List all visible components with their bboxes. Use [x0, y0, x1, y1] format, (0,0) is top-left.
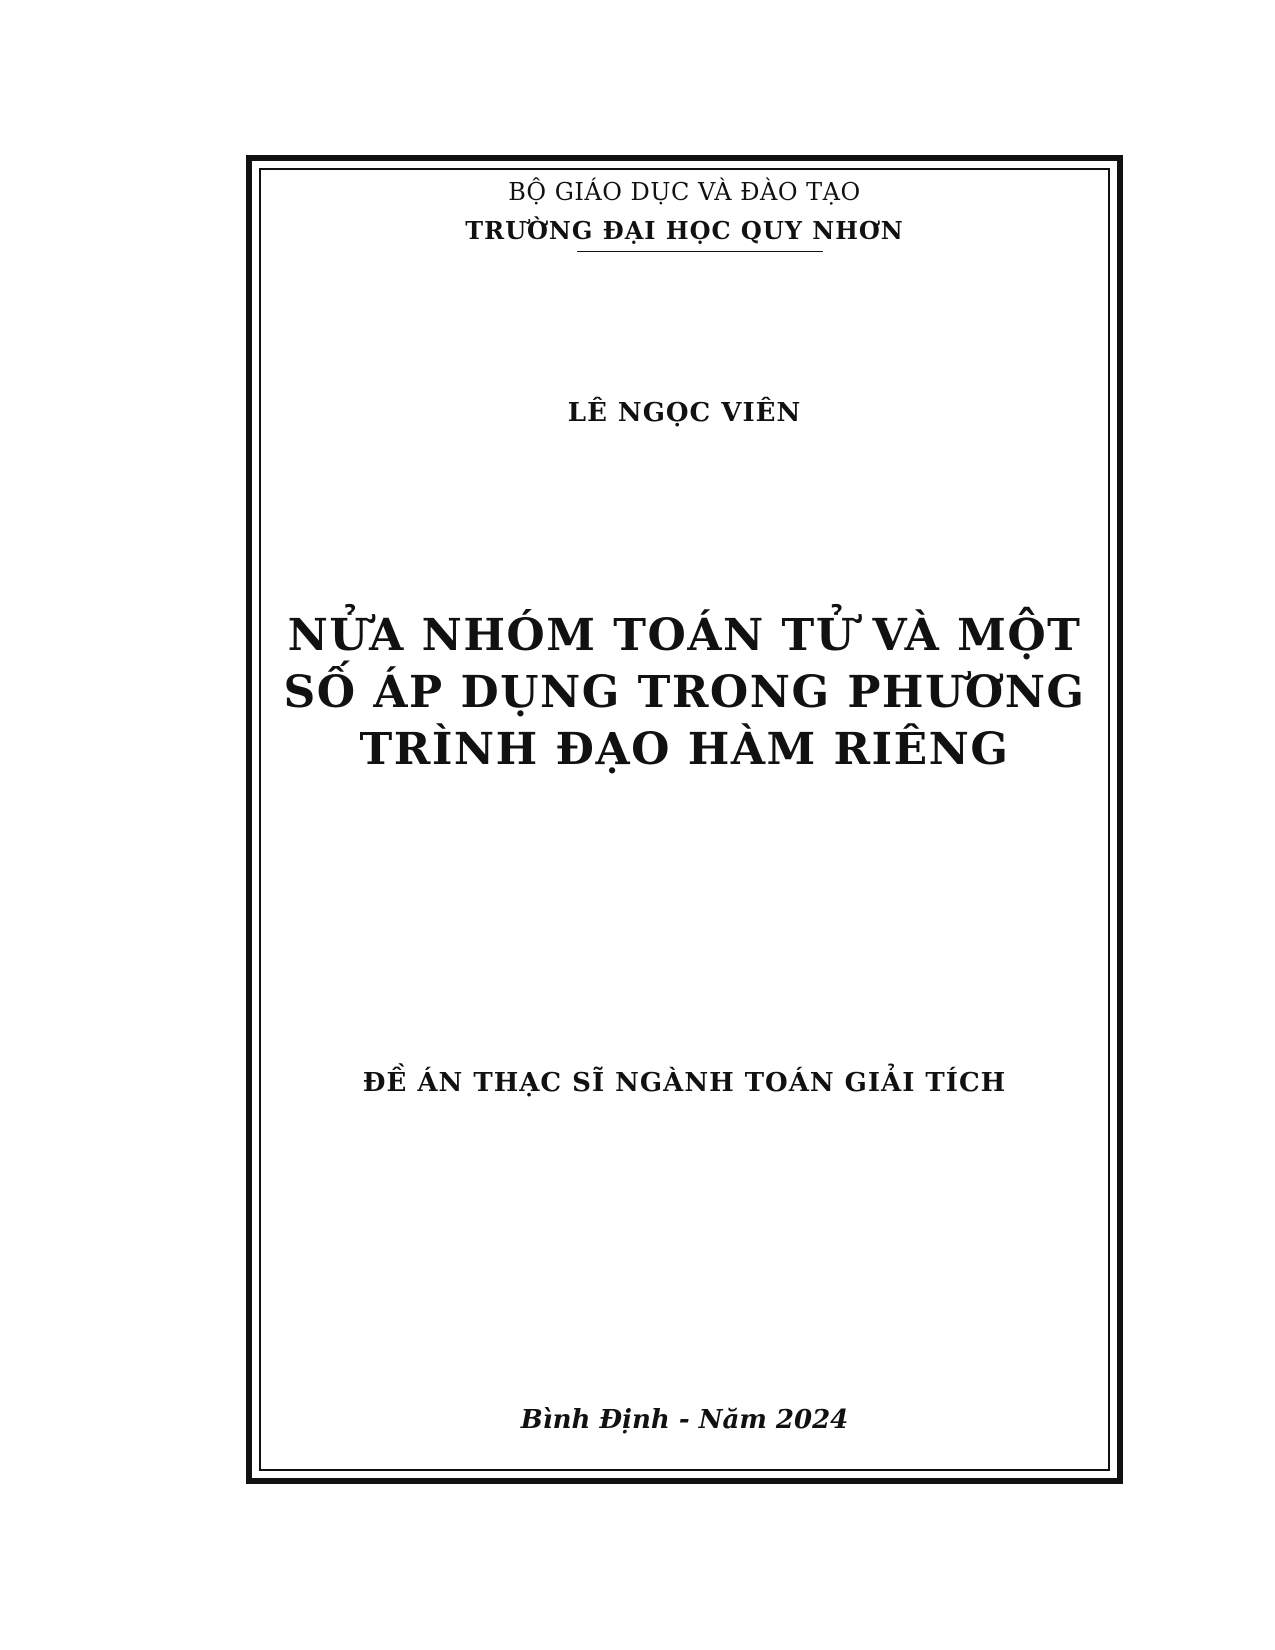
ministry-name: BỘ GIÁO DỤC VÀ ĐÀO TẠO: [508, 178, 861, 206]
thesis-title-line-3: TRÌNH ĐẠO HÀM RIÊNG: [359, 724, 1010, 775]
university-underline: [577, 251, 823, 252]
thesis-title-line-2: SỐ ÁP DỤNG TRONG PHƯƠNG: [283, 667, 1086, 718]
author-name: LÊ NGỌC VIÊN: [567, 398, 802, 428]
university-name: TRƯỜNG ĐẠI HỌC QUY NHƠN: [465, 216, 904, 245]
thesis-title-line-1: NỬA NHÓM TOÁN TỬ VÀ MỘT: [287, 610, 1082, 661]
place-and-year: Bình Định - Năm 2024: [520, 1405, 849, 1435]
inner-border-frame: [259, 168, 1110, 1471]
degree-program: ĐỀ ÁN THẠC SĨ NGÀNH TOÁN GIẢI TÍCH: [362, 1068, 1007, 1098]
